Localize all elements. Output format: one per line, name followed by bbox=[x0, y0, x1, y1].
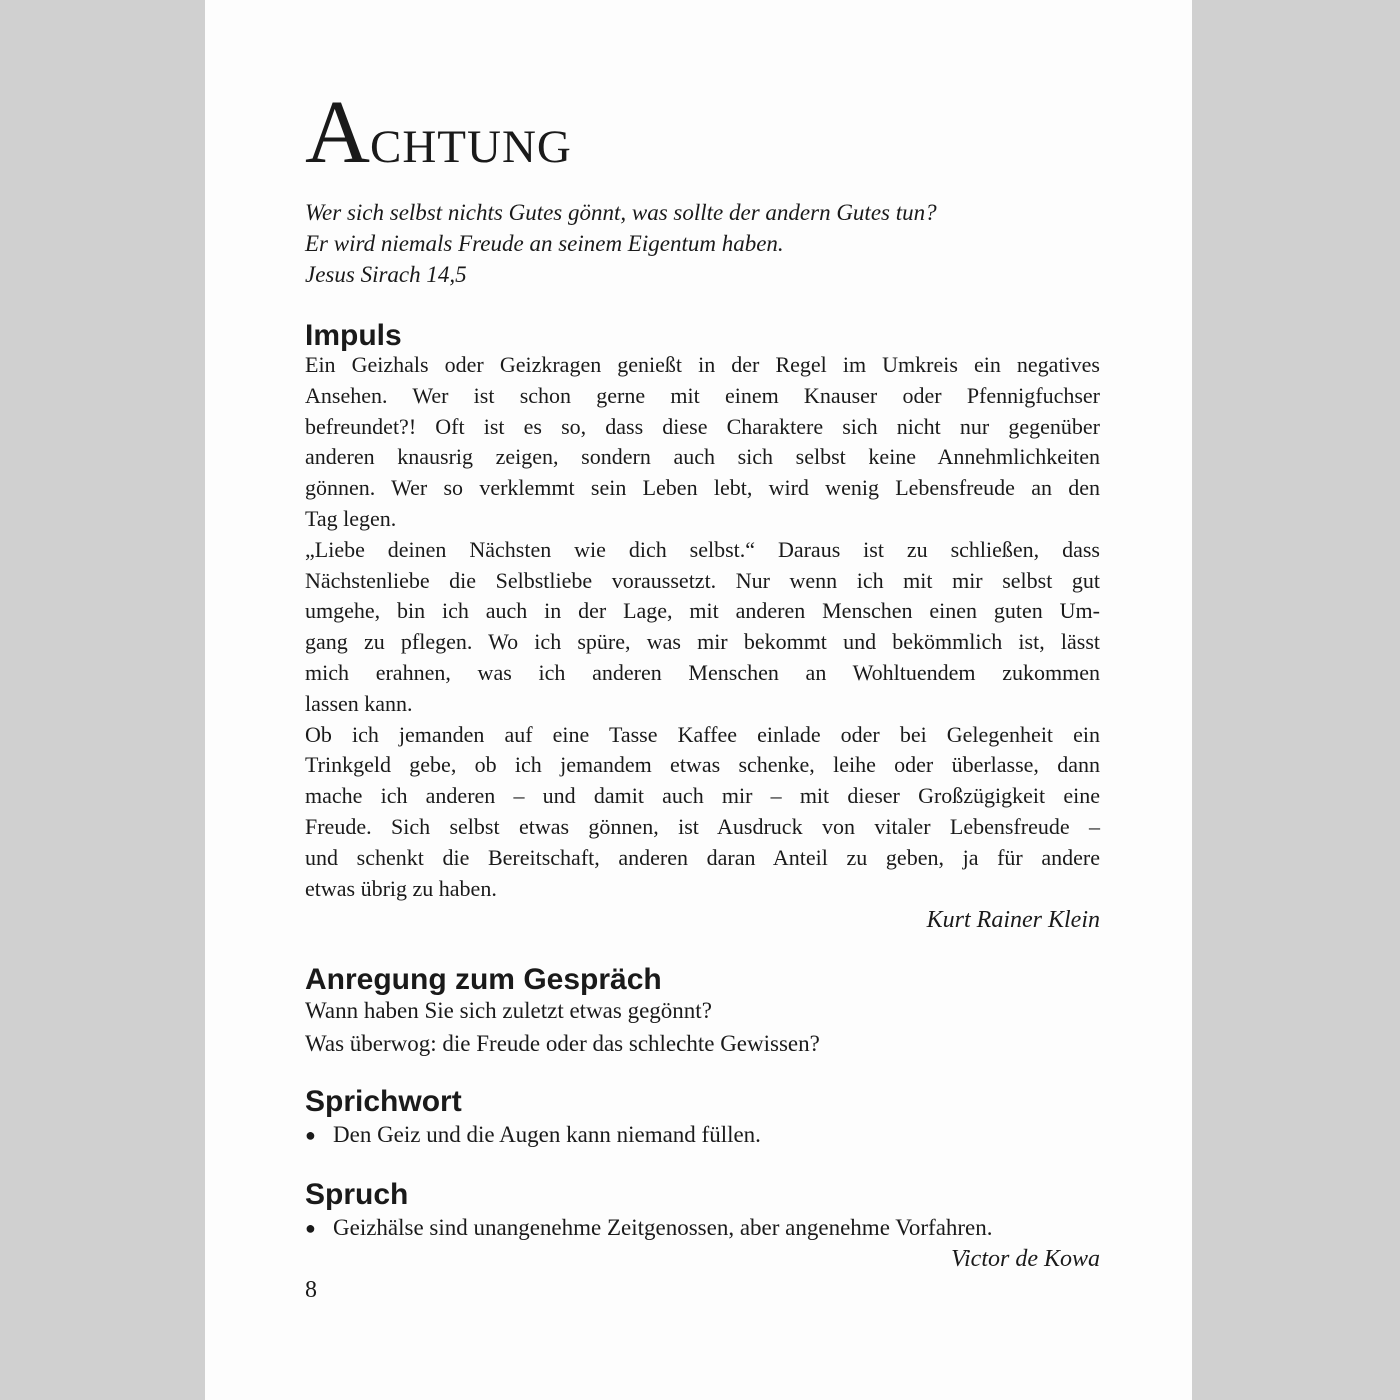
body-line: mich erahnen, was ich anderen Menschen an Wohltuendem zukommen bbox=[305, 659, 1100, 685]
section-heading-spruch: Spruch bbox=[305, 1178, 409, 1211]
body-line: Tag legen. bbox=[305, 505, 397, 531]
body-line: anderen knausrig zeigen, sondern auch sich selbst keine Annehmlichkeiten bbox=[305, 444, 1100, 470]
body-line: gönnen. Wer so verklemmt sein Leben lebt, wird wenig Lebensfreude an den bbox=[305, 475, 1100, 501]
sprichwort-item bbox=[305, 1119, 1100, 1151]
page-content bbox=[205, 0, 1192, 1400]
impuls-attribution: Kurt Rainer Klein bbox=[926, 907, 1100, 933]
page-title-initial: A bbox=[305, 83, 370, 182]
body-line: Nächstenliebe die Selbstliebe voraussetzt. Nur wenn ich mit mir selbst gut bbox=[305, 567, 1100, 593]
body-line: gang zu pflegen. Wo ich spüre, was mir bekommt und bekömmlich ist, lässt bbox=[305, 629, 1100, 655]
sprichwort-text: Den Geiz und die Augen kann niemand füllen. bbox=[333, 1122, 761, 1147]
body-line: umgehe, bin ich auch in der Lage, mit anderen Menschen einen guten Um- bbox=[305, 598, 1100, 624]
book-page bbox=[205, 0, 1192, 1400]
body-line: Trinkgeld gebe, ob ich jemandem etwas schenke, leihe oder überlasse, dann bbox=[305, 752, 1100, 778]
section-heading-anregung: Anregung zum Gespräch bbox=[305, 963, 662, 996]
anregung-questions bbox=[305, 994, 1100, 1060]
body-line: Ob ich jemanden auf eine Tasse Kaffee einlade oder bei Gelegenheit ein bbox=[305, 721, 1100, 747]
body-line: etwas übrig zu haben. bbox=[305, 875, 497, 901]
bullet-icon: ● bbox=[305, 1218, 316, 1238]
body-line: und schenkt die Bereitschaft, anderen daran Anteil zu geben, ja für andere bbox=[305, 844, 1100, 870]
body-line: Freude. Sich selbst etwas gönnen, ist Ausdruck von vitaler Lebensfreude – bbox=[305, 813, 1100, 839]
section-heading-sprichwort: Sprichwort bbox=[305, 1085, 462, 1118]
page-title-rest: CHTUNG bbox=[370, 121, 572, 173]
page-number: 8 bbox=[305, 1277, 317, 1303]
epigraph-line: Er wird niemals Freude an seinem Eigentum haben. bbox=[305, 231, 784, 256]
bullet-icon: ● bbox=[305, 1125, 316, 1145]
body-line: mache ich anderen – und damit auch mir – mit dieser Großzügigkeit eine bbox=[305, 783, 1100, 809]
impuls-body bbox=[305, 350, 1100, 904]
body-line: Ansehen. Wer ist schon gerne mit einem Knauser oder Pfennigfuchser bbox=[305, 382, 1100, 408]
epigraph-line: Wer sich selbst nichts Gutes gönnt, was sollte der andern Gutes tun? bbox=[305, 200, 937, 225]
section-heading-impuls: Impuls bbox=[305, 319, 402, 352]
spruch-attribution: Victor de Kowa bbox=[951, 1246, 1100, 1272]
epigraph-source: Jesus Sirach 14,5 bbox=[305, 262, 467, 287]
body-line: Ein Geizhals oder Geizkragen genießt in der Regel im Umkreis ein negatives bbox=[305, 352, 1100, 377]
body-line: lassen kann. bbox=[305, 690, 413, 716]
spruch-item bbox=[305, 1212, 1100, 1244]
page-title bbox=[305, 83, 1100, 203]
spruch-text: Geizhälse sind unangenehme Zeitgenossen, aber angenehme Vorfahren. bbox=[333, 1215, 993, 1240]
question-line: Was überwog: die Freude oder das schlechte Gewissen? bbox=[305, 1031, 820, 1056]
body-line: „Liebe deinen Nächsten wie dich selbst.“ Daraus ist zu schließen, dass bbox=[305, 536, 1100, 562]
question-line: Wann haben Sie sich zuletzt etwas gegönnt? bbox=[305, 998, 712, 1023]
epigraph bbox=[305, 197, 1100, 290]
body-line: befreundet?! Oft ist es so, dass diese Charaktere sich nicht nur gegenüber bbox=[305, 413, 1100, 439]
